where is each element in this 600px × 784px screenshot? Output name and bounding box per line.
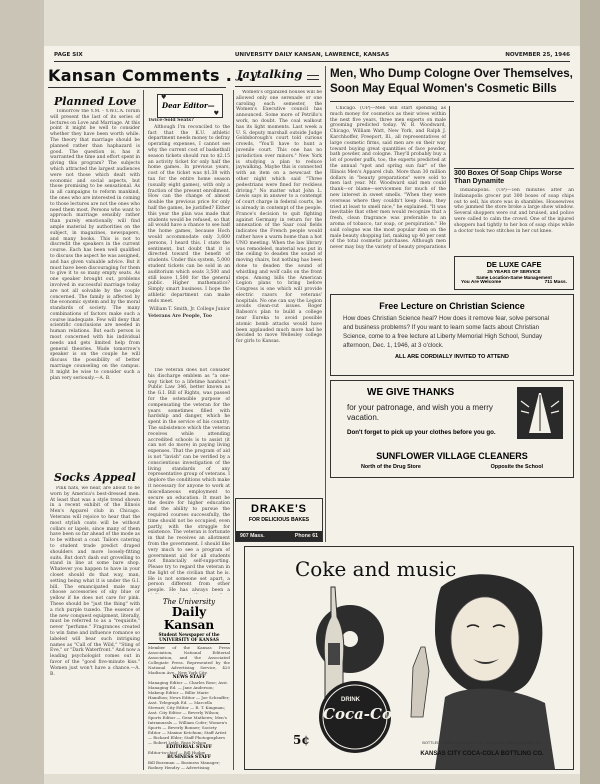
paper-title: UNIVERSITY DAILY KANSAN, LAWRENCE, KANSAS (234, 52, 390, 58)
coke-brand: Coca-Cola (323, 705, 408, 723)
dear-editor-box (157, 94, 223, 118)
lecture-body: How does Christian Science heal? How does it remove fear, solve personal and business problems? If you want to learn some facts about Christian Science, come to a free lecture at Liberty Memorial High School, Sunday afternoon, Dec. 1, 1946, at 3 o'clock. (343, 315, 550, 349)
twice-sold-letter (148, 118, 230, 368)
deluxe-cafe-ad (454, 256, 574, 290)
coke-ad (244, 546, 574, 770)
thanks-location-left: North of the Drug Store (361, 464, 421, 470)
business-staff-label: BUSINESS STAFF (167, 755, 211, 760)
coke-bottled-line: BOTTLED UNDER AUTHORITY OF THE COCA-COLA COMPANY BY (422, 741, 542, 745)
drakes-tagline: FOR DELICIOUS BAKES (248, 517, 310, 523)
cologne-body-2 (454, 106, 574, 166)
dear-editor-title: Dear Editor— (162, 101, 215, 110)
twice-sold-body: Although I'm reconciled to the fact that the K.U. athletic department needs money to defray operating expenses, I cannot see why the current cost of basketball season tickets should run to $2.15 an activity ticket for only half the home games. In previous years, cost of the ticket was $1.38 with tax for the entire home season (usually eight games), with only a fraction of the present enrollment. How can the change of almost double the previous price for only half the games, be justified? Either this year the plan was made that students would be refused, so that all would have a chance to see half the home games, because Hoch would accommodate only 3,600 persons, I heard this. I state the sentiment, but doubt that it is directed toward the benefit of students. Under this system, 5,000 student tickets can be sold in an auditorium which seats 3,500 and still leave 1,500 for the general public. Higher mathematics? Simply smart business. I hope the athletic department can make ends meet. (148, 124, 230, 304)
deluxe-line1: 25 YEARS OF SERVICE (487, 270, 541, 275)
jaytalking-title: Jaytalking (237, 67, 303, 81)
lecture-invite: ALL ARE CORDIALLY INVITED TO ATTEND (395, 354, 509, 360)
page-date: NOVEMBER 25, 1946 (505, 52, 570, 58)
thanks-reminder: Don't forget to pick up your clothes before you go. (347, 429, 496, 436)
binding-margin (0, 0, 44, 784)
drakes-footer (236, 531, 322, 541)
page-label: PAGE SIX (54, 52, 83, 58)
coke-bottler: KANSAS CITY COCA-COLA BOTTLING CO. (420, 751, 544, 757)
lecture-ad (330, 294, 574, 376)
veterans-title: Veterans Are People, Too (148, 314, 212, 320)
header-rule (54, 61, 570, 62)
news-staff-label: NEWS STAFF (172, 675, 206, 680)
jaytalking-body: Women's organized houses will be allowed only one serenade or one caroling each semester, the Women's Executive council has announced. Some more of Petrillo's work, no doubt. The coal walkout has its light moments. Last week a U. S. deputy marshall outside Judge Goldsborough's court told curious crowds, "You'll have to hunt a juvenile court. This one has no jurisdiction over minors." New York is studying a plan to reduce jaywalking. Maybe this is connected with an item on a newscast the other night which said "Three pedestrians were fined for reckless driving." No matter what John L. Lewis says in answer to a contempt of court charge in federal courts, he is already in contempt of the people. France's decision to quit fighting against Germany in return for the annexation of the Saar coal fields indicates the French people would rather have a warm home than a hot UNO meeting. When the law library was remodeled, material was put in the ceiling to deaden the sound of moving chairs, but nothing has been done to deaden the sound of whistling and wolf calls on the front steps. Among bills the American Legion plans to bring before Congress is one which will provide electric razors for veterans' hospitals. No one can say the Legion avoids clean-cut issues. Roger Babson's plan to build a college near Eureka to avoid possible atomic bomb attacks would have been applauded much more had he decided to move Wellesley college for girls to Kansas. (236, 90, 322, 345)
section-title: Kansan Comments . . . (48, 66, 257, 85)
cologne-headline: Men, Who Dump Cologne Over Themselves, Soon May Equal Women's Cosmetic Bills (330, 67, 573, 95)
socks-appeal-body: Pink hats, we hear, are about to be worn by America's best-dressed men. At least that was a style trend shown in a recent exhibit of the Illinois Men's Apparel club in Chicago. Veterans will rejoice to hear that the most stylish coats will be without collars or lapels, since many of them have been so far ahead of the mode as to be without a coat. Tailors catering to student trade predict draped shoulders and more loosely-fitting suits. But don't dash out grovelling to stand in line at some bare shop. Whatever you happen to have in your closet should do that way, man, setting being what it is under the G.I. bill. The emancipated male may choose accessories of sky blue or yellow if he does not care for pink. These should be "just the thing" with a rich purple tuxedo. The essence of the new conquest equipment, literally, must be referred to as a "requisite," never "perfume." Fragrances created to win fame and influence romance so labeled will bear such intriguing names as "Call of the Wild," "Sting of Eve," or "Dark Waterfront." And now a leading psychologist comes out in favor of the "good five-minute kiss." Women just won't have a chance.—A. B. (50, 486, 140, 677)
masthead-rule (148, 643, 230, 644)
coke-price: 5¢ (293, 733, 310, 747)
drakes-phone: Phone 61 (294, 533, 318, 539)
thanks-business-name: SUNFLOWER VILLAGE CLEANERS (376, 451, 528, 461)
thanks-ad (330, 380, 574, 478)
deluxe-welcome: You Are Welcome (461, 280, 502, 285)
masthead-small-title: The University (162, 598, 216, 606)
deluxe-address: 711 Mass. (544, 280, 567, 285)
woman-face (451, 597, 519, 681)
page-edge (580, 0, 600, 784)
story-rule (454, 168, 574, 169)
editorial-staff-label: EDITORIAL STAFF (166, 745, 212, 750)
coke-drink: DRINK (341, 697, 360, 703)
twice-sold-signature: William T. Smith, Jr. College Junior (149, 306, 230, 312)
section-rule (48, 87, 226, 88)
drakes-address: 907 Mass. (240, 533, 265, 539)
veterans-letter (148, 368, 230, 594)
twice-sold-title: Twice-Sold Seats? (148, 118, 194, 123)
column-divider (449, 106, 450, 248)
soap-body: Indianapolis. (UP)—Ten minutes after an Indianapolis grocer put 300 boxes of soap chips out to sell, his store was in shambles. Housewives who jammed the store broke a large show window. Several shoppers were cut and bruised, and police were called to calm the crowd. One of the injured shoppers had tightly to her box of soap chips while a doctor took two stitches in her cut knee. (454, 188, 574, 234)
masthead-title: Daily Kansan (163, 605, 215, 632)
business-staff-list: Bill Bozeman — Business Manager; Rodney Hendry — Advertising (148, 760, 220, 770)
masthead-member: Member of the Kansas Press Association, National Editorial Association, and the Associated Collegiate Press. Represented by the National Advertising Service, 420 Madison Ave., New York City. (148, 645, 230, 675)
deluxe-line2: Same Location-Same Management (476, 275, 552, 280)
thanks-body: for your patronage, and wish you a merry vacation. (347, 403, 493, 422)
newspaper-page (44, 46, 580, 774)
masthead (148, 598, 230, 770)
soap-headline: 300 Boxes Of Soap Chips Worse Than Dynamite (454, 170, 563, 185)
heart-icon: ♥ (213, 110, 219, 117)
thanks-location-right: Opposite the School (490, 464, 543, 470)
thanks-title: WE GIVE THANKS (367, 387, 455, 398)
cologne-body-1: Chicago. (UP)—Men will start spending as much money for cosmetics as their wives within the next five years, three men experts on male grooming predicted today. W. B. Woodward, Chicago, William Watt, New York, and Ralph J. Karchhoffer, Freeport, Ill., all representatives of large cosmetic firms, said men are on their way toward buying great quantities of face powder, bath powder, and cologne. They'll probably buy a lot of powder puffs, too, the experts predicted at the annual "spot and spring sun fair" of the Illinois Men's Apparel club. More than 30 million dollars in "beauty preparations" were sold to men last year. Mr. Woodward said men could thank—or blame—servicemen for much of the new interest in sweet smells. "When they were overseas where they couldn't keep clean, they tried at least to smell nice," he explained. "It was inevitable that other men would recognize that a fresh, clean fragrance was preferable to an aroma of tobacco, tar soap, or perspiration." He said cologne was the most popular item on the male beauty shopping list, making up 40 per cent of the total cosmetic purchases. Although men never may buy the variety of beauty preparations (330, 106, 446, 250)
column-divider (233, 90, 234, 770)
veterans-body: The veteran does not consider his discharge emblem as "a one-way ticket to a lifetime handout." Public Law 346, better known as the G.I. Bill of Rights, was passed for the ostensible purpose of compensating the veteran for the years sometimes filled with hardship and danger, which he spent in the service of his country. The subsistence which the veteran receives while attending accredited schools is to assist (it can not do more) in paying living expenses. That the program of aid is not "lavish" can be verified by a conscientious investigation of the living standards of any representative group of veterans. I deplore the conditions which make it necessary for anyone to work at miscellaneous employment to secure an education. It must be the desire for higher education and the ability to pursue the required courses successfully, the time should not be occupied, even partly, with the struggle for existence. The veteran is fortunate in that he receives an allotment from the government. I should like very much to see a program of government aid for all students not financially self-supporting. Please try to regard the veteran in the light of the civilian that he is. He is not someone set apart, a person different from other people. He has always been a (148, 368, 230, 594)
headline-rule (330, 101, 574, 102)
heart-icon: ♥ (161, 94, 167, 101)
praying-hands-icon (517, 387, 563, 439)
lecture-title: Free Lecture on Christian Science (379, 301, 525, 311)
ornament-rule (307, 75, 319, 80)
news-staff-list: Managing Editor — Charles Rose; Asst. Managing Ed. — Jane Anderson; Makeup Editor — Billie Marie Hamilton; News Editor — Joe Scheaffer; Asst. Telegraph Ed. — Marcella Stewart; City Editor — R. T. Kingman; Asst. City Editor — Beverly Wilson; Sports Editor — Gene Mathews; Men's Intramurals — William Cofer; Women's Sports — Beverly Bonner; Society Editor — Maxine Ketchum; Staff Artist — Richard Elder; Staff Photographers — Robert Lytle, Russ Nelson (148, 680, 230, 745)
column-divider (143, 90, 144, 770)
deluxe-footer (455, 280, 573, 286)
planned-love-body: Tomorrow the Y.M. - Y.W.C.A. forum will present the last of its series of lectures on Love and Marriage. At this point it might be well to consider whether they have been worth while. The theory that marriage should be planned rather than haphazard is good. The question is, has it warranted the time and effort spent in giving this program? The subjects which attracted the largest audiences were not those which dealt with economic and social aspects, but those promising to be sensational. As in all campaigns to reform mankind, the ones who are interested in coming to those lectures are not the ones who need them most. Persons who want to approach marriage sensibly rather than purely emotionally will find ample material by authorities on the subject, in magazines, newspapers, and many books. This is not to discredit the speakers in the current course. Each has been well qualified to discuss the aspect he was assigned, and has given valuable advice. But it must have been discouraging for them to give it to so many empty seats. As one speaker brought out, problems involved in successful marriage today are not all solvable by the couple concerned. The family is affected by the economic system and by the moral standards of society. The many combinations of factors make such a course inadequate. Few will deny that scientific conclusions are needed in human relations. But each person is most concerned with his individual needs and gets limited help from general theories. Wade tomorrow's speaker is on the couple he will discuss the possibility of better marriage counseling on the campus. It might be wise to consider such a plan very seriously.—A. B. (50, 109, 140, 381)
drakes-ad (235, 498, 323, 542)
planned-love-heading: Planned Love (54, 95, 137, 108)
socks-appeal-heading: Socks Appeal (54, 471, 136, 484)
deluxe-name: DE LUXE CAFE (486, 260, 542, 269)
masthead-subtitle: Student Newspaper of the UNIVERSITY OF KANSAS (158, 632, 220, 642)
jaytalking-banner (235, 66, 321, 87)
coke-headline: Coke and music (295, 557, 457, 581)
editorial-staff-list: Editor-in-chief — Bill Hodge (148, 750, 206, 755)
drakes-name: DRAKE'S (250, 503, 308, 515)
column-divider (325, 66, 326, 542)
